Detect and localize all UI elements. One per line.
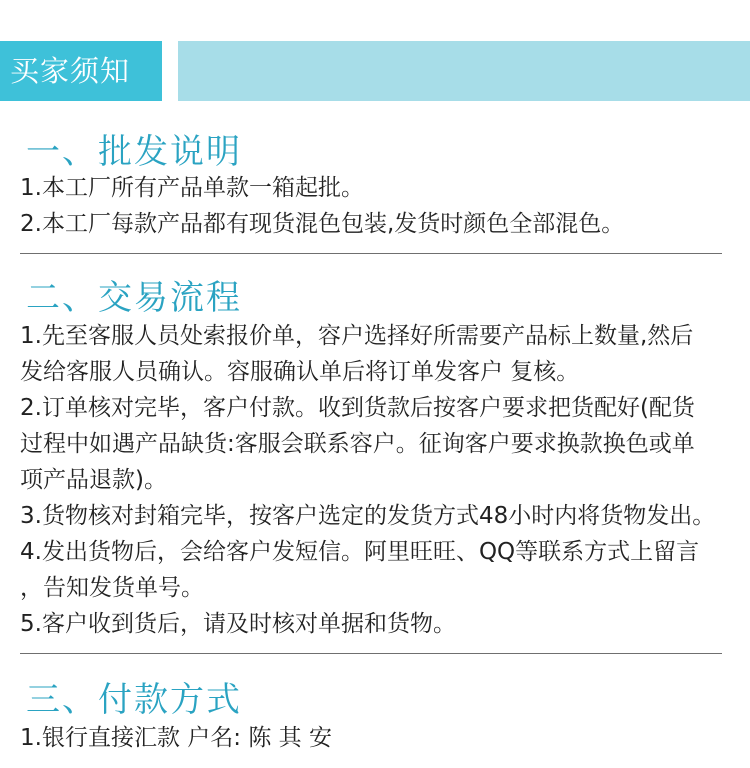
process-line-5: 项产品退款)。 bbox=[20, 467, 167, 493]
section-title-wholesale: 一、批发说明 bbox=[26, 132, 242, 172]
process-line-6: 3.货物核对封箱完毕，按客户选定的发货方式48小时内将货物发出。 bbox=[20, 503, 716, 529]
process-line-3: 2.订单核对完毕，客户付款。收到货款后按客户要求把货配好(配货 bbox=[20, 395, 695, 421]
process-line-4: 过程中如遇产品缺货:客服会联系容户。征询客户要求换款换色或单 bbox=[20, 431, 695, 457]
section-divider bbox=[20, 253, 722, 254]
wholesale-line-1: 1.本工厂所有产品单款一箱起批。 bbox=[20, 175, 364, 201]
header-label: 买家须知 bbox=[0, 41, 162, 101]
section-title-process: 二、交易流程 bbox=[26, 278, 242, 318]
header-decoration bbox=[178, 41, 750, 101]
process-line-9: 5.客户收到货后，请及时核对单据和货物。 bbox=[20, 611, 456, 637]
process-line-1: 1.先至客服人员处索报价单，容户选择好所需要产品标上数量,然后 bbox=[20, 323, 694, 349]
section-title-payment: 三、付款方式 bbox=[26, 680, 242, 720]
wholesale-line-2: 2.本工厂每款产品都有现货混色包装,发货时颜色全部混色。 bbox=[20, 211, 625, 237]
section-divider bbox=[20, 653, 722, 654]
payment-line-1: 1.银行直接汇款 户名: 陈 其 安 bbox=[20, 725, 332, 751]
process-line-7: 4.发出货物后，会给客户发短信。阿里旺旺、QQ等联系方式上留言 bbox=[20, 539, 700, 565]
process-line-8: ，告知发货单号。 bbox=[20, 575, 204, 601]
process-line-2: 发给客服人员确认。容服确认单后将订单发客户 复核。 bbox=[20, 359, 580, 385]
header-bar bbox=[0, 41, 750, 101]
